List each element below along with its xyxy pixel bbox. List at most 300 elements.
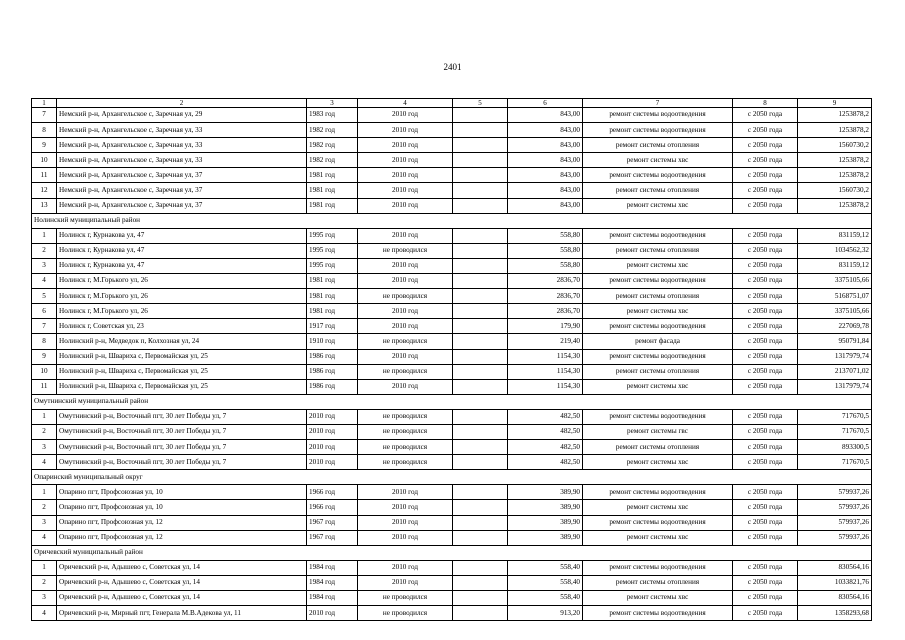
address-cell: Оричевский р-н, Адышево с, Советская ул, 14 <box>57 560 307 575</box>
last-repair-cell: не проводился <box>358 591 453 606</box>
row-index: 4 <box>32 274 57 289</box>
cost-cell: 579937,26 <box>798 500 872 515</box>
cost-cell: 717670,5 <box>798 409 872 424</box>
term-cell: с 2050 года <box>733 228 798 243</box>
row-index: 10 <box>32 153 57 168</box>
cost-cell: 1560730,2 <box>798 183 872 198</box>
address-cell: Нолинск г, М.Горького ул, 26 <box>57 304 307 319</box>
row-index: 2 <box>32 575 57 590</box>
area-cell: 558,80 <box>508 243 583 258</box>
address-cell: Нолинск г, Советская ул, 23 <box>57 319 307 334</box>
section-title: Оричевский муниципальный район <box>32 545 872 560</box>
row-index: 3 <box>32 258 57 273</box>
address-cell: Нолинск г, М.Горького ул, 26 <box>57 274 307 289</box>
empty-cell <box>453 349 508 364</box>
term-cell: с 2050 года <box>733 258 798 273</box>
year-built-cell: 1995 год <box>307 243 358 258</box>
table-row <box>32 500 872 515</box>
address-cell: Оричевский р-н, Мирный пгт, Генерала М.В.Адекова ул, 11 <box>57 606 307 621</box>
empty-cell <box>453 228 508 243</box>
area-cell: 558,40 <box>508 560 583 575</box>
work-type-cell: ремонт системы водоотведения <box>583 274 733 289</box>
last-repair-cell: не проводился <box>358 409 453 424</box>
last-repair-cell: не проводился <box>358 334 453 349</box>
last-repair-cell: 2010 год <box>358 153 453 168</box>
term-cell: с 2050 года <box>733 304 798 319</box>
empty-cell <box>453 183 508 198</box>
empty-cell <box>453 440 508 455</box>
repair-registry-table <box>31 98 872 621</box>
year-built-cell: 1982 год <box>307 138 358 153</box>
row-index: 2 <box>32 500 57 515</box>
term-cell: с 2050 года <box>733 153 798 168</box>
term-cell: с 2050 года <box>733 319 798 334</box>
cost-cell: 1253878,2 <box>798 153 872 168</box>
work-type-cell: ремонт системы водоотведения <box>583 319 733 334</box>
work-type-cell: ремонт фасада <box>583 334 733 349</box>
cost-cell: 1253878,2 <box>798 123 872 138</box>
cost-cell: 1253878,2 <box>798 108 872 123</box>
term-cell: с 2050 года <box>733 243 798 258</box>
term-cell: с 2050 года <box>733 289 798 304</box>
last-repair-cell: 2010 год <box>358 500 453 515</box>
row-index: 7 <box>32 319 57 334</box>
address-cell: Опарино пгт, Профсоюзная ул, 12 <box>57 515 307 530</box>
table-row <box>32 243 872 258</box>
area-cell: 219,40 <box>508 334 583 349</box>
empty-cell <box>453 485 508 500</box>
section-row <box>32 545 872 560</box>
row-index: 6 <box>32 304 57 319</box>
empty-cell <box>453 424 508 439</box>
empty-cell <box>453 455 508 470</box>
term-cell: с 2050 года <box>733 424 798 439</box>
cost-cell: 950791,84 <box>798 334 872 349</box>
area-cell: 1154,30 <box>508 364 583 379</box>
column-number-3: 3 <box>307 99 358 108</box>
address-cell: Нолинск г, Курнакова ул, 47 <box>57 228 307 243</box>
last-repair-cell: 2010 год <box>358 319 453 334</box>
last-repair-cell: 2010 год <box>358 168 453 183</box>
row-index: 11 <box>32 168 57 183</box>
empty-cell <box>453 575 508 590</box>
table-row <box>32 591 872 606</box>
term-cell: с 2050 года <box>733 198 798 213</box>
year-built-cell: 1983 год <box>307 108 358 123</box>
year-built-cell: 1984 год <box>307 575 358 590</box>
term-cell: с 2050 года <box>733 168 798 183</box>
table-row <box>32 575 872 590</box>
address-cell: Нолинский р-н, Медведок п, Колхозная ул, 24 <box>57 334 307 349</box>
empty-cell <box>453 530 508 545</box>
table-row <box>32 153 872 168</box>
term-cell: с 2050 года <box>733 575 798 590</box>
area-cell: 558,80 <box>508 228 583 243</box>
year-built-cell: 1986 год <box>307 349 358 364</box>
last-repair-cell: 2010 год <box>358 258 453 273</box>
address-cell: Немский р-н, Архангельское с, Заречная ул, 29 <box>57 108 307 123</box>
last-repair-cell: 2010 год <box>358 349 453 364</box>
empty-cell <box>453 334 508 349</box>
table-row <box>32 515 872 530</box>
area-cell: 843,00 <box>508 108 583 123</box>
last-repair-cell: не проводился <box>358 440 453 455</box>
column-number-1: 1 <box>32 99 57 108</box>
term-cell: с 2050 года <box>733 138 798 153</box>
cost-cell: 717670,5 <box>798 424 872 439</box>
last-repair-cell: 2010 год <box>358 515 453 530</box>
empty-cell <box>453 138 508 153</box>
row-index: 2 <box>32 424 57 439</box>
term-cell: с 2050 года <box>733 364 798 379</box>
year-built-cell: 1967 год <box>307 515 358 530</box>
area-cell: 558,80 <box>508 258 583 273</box>
table-row <box>32 530 872 545</box>
table-row <box>32 334 872 349</box>
cost-cell: 579937,26 <box>798 530 872 545</box>
last-repair-cell: 2010 год <box>358 485 453 500</box>
row-index: 2 <box>32 243 57 258</box>
work-type-cell: ремонт системы хвс <box>583 258 733 273</box>
year-built-cell: 1981 год <box>307 274 358 289</box>
area-cell: 843,00 <box>508 198 583 213</box>
last-repair-cell: 2010 год <box>358 379 453 394</box>
cost-cell: 227069,78 <box>798 319 872 334</box>
year-built-cell: 1967 год <box>307 530 358 545</box>
term-cell: с 2050 года <box>733 123 798 138</box>
empty-cell <box>453 289 508 304</box>
address-cell: Нолинск г, М.Горького ул, 26 <box>57 289 307 304</box>
year-built-cell: 1984 год <box>307 560 358 575</box>
table-row <box>32 108 872 123</box>
area-cell: 558,40 <box>508 575 583 590</box>
year-built-cell: 1995 год <box>307 258 358 273</box>
work-type-cell: ремонт системы водоотведения <box>583 485 733 500</box>
table-row <box>32 349 872 364</box>
area-cell: 2836,70 <box>508 274 583 289</box>
term-cell: с 2050 года <box>733 274 798 289</box>
address-cell: Немский р-н, Архангельское с, Заречная ул, 37 <box>57 168 307 183</box>
year-built-cell: 2010 год <box>307 424 358 439</box>
work-type-cell: ремонт системы хвс <box>583 198 733 213</box>
term-cell: с 2050 года <box>733 108 798 123</box>
area-cell: 389,90 <box>508 500 583 515</box>
cost-cell: 3375105,66 <box>798 304 872 319</box>
table-row <box>32 258 872 273</box>
work-type-cell: ремонт системы отопления <box>583 138 733 153</box>
table-row <box>32 409 872 424</box>
table-row <box>32 304 872 319</box>
table-row <box>32 364 872 379</box>
section-row <box>32 213 872 228</box>
table-row <box>32 123 872 138</box>
work-type-cell: ремонт системы водоотведения <box>583 560 733 575</box>
last-repair-cell: не проводился <box>358 364 453 379</box>
area-cell: 843,00 <box>508 138 583 153</box>
last-repair-cell: 2010 год <box>358 198 453 213</box>
area-cell: 843,00 <box>508 123 583 138</box>
year-built-cell: 1986 год <box>307 364 358 379</box>
empty-cell <box>453 500 508 515</box>
table-row <box>32 183 872 198</box>
year-built-cell: 1981 год <box>307 289 358 304</box>
row-index: 13 <box>32 198 57 213</box>
empty-cell <box>453 243 508 258</box>
last-repair-cell: не проводился <box>358 424 453 439</box>
year-built-cell: 1981 год <box>307 198 358 213</box>
row-index: 8 <box>32 334 57 349</box>
address-cell: Омутнинский р-н, Восточный пгт, 30 лет Победы ул, 7 <box>57 455 307 470</box>
table-row <box>32 424 872 439</box>
column-number-9: 9 <box>798 99 872 108</box>
year-built-cell: 2010 год <box>307 606 358 621</box>
empty-cell <box>453 123 508 138</box>
row-index: 10 <box>32 364 57 379</box>
area-cell: 558,40 <box>508 591 583 606</box>
table-row <box>32 274 872 289</box>
area-cell: 1154,30 <box>508 379 583 394</box>
area-cell: 2836,70 <box>508 289 583 304</box>
work-type-cell: ремонт системы водоотведения <box>583 515 733 530</box>
row-index: 7 <box>32 108 57 123</box>
term-cell: с 2050 года <box>733 591 798 606</box>
cost-cell: 830564,16 <box>798 560 872 575</box>
last-repair-cell: не проводился <box>358 606 453 621</box>
term-cell: с 2050 года <box>733 349 798 364</box>
cost-cell: 1358293,68 <box>798 606 872 621</box>
address-cell: Омутнинский р-н, Восточный пгт, 30 лет Победы ул, 7 <box>57 424 307 439</box>
work-type-cell: ремонт системы отопления <box>583 364 733 379</box>
last-repair-cell: 2010 год <box>358 183 453 198</box>
work-type-cell: ремонт системы водоотведения <box>583 168 733 183</box>
address-cell: Нолинский р-н, Швариха с, Первомайская ул, 25 <box>57 349 307 364</box>
address-cell: Оричевский р-н, Адышево с, Советская ул, 14 <box>57 591 307 606</box>
last-repair-cell: 2010 год <box>358 304 453 319</box>
column-number-8: 8 <box>733 99 798 108</box>
work-type-cell: ремонт системы отопления <box>583 289 733 304</box>
row-index: 9 <box>32 138 57 153</box>
section-row <box>32 470 872 485</box>
work-type-cell: ремонт системы хвс <box>583 455 733 470</box>
area-cell: 389,90 <box>508 485 583 500</box>
work-type-cell: ремонт системы хвс <box>583 379 733 394</box>
row-index: 12 <box>32 183 57 198</box>
column-number-row <box>32 99 872 108</box>
empty-cell <box>453 304 508 319</box>
cost-cell: 831159,12 <box>798 228 872 243</box>
row-index: 4 <box>32 530 57 545</box>
cost-cell: 1317979,74 <box>798 349 872 364</box>
column-number-4: 4 <box>358 99 453 108</box>
year-built-cell: 2010 год <box>307 440 358 455</box>
work-type-cell: ремонт системы отопления <box>583 575 733 590</box>
area-cell: 2836,70 <box>508 304 583 319</box>
empty-cell <box>453 560 508 575</box>
area-cell: 482,50 <box>508 424 583 439</box>
cost-cell: 830564,16 <box>798 591 872 606</box>
address-cell: Опарино пгт, Профсоюзная ул, 12 <box>57 530 307 545</box>
year-built-cell: 1966 год <box>307 485 358 500</box>
row-index: 4 <box>32 455 57 470</box>
empty-cell <box>453 379 508 394</box>
area-cell: 843,00 <box>508 183 583 198</box>
last-repair-cell: 2010 год <box>358 274 453 289</box>
address-cell: Омутнинский р-н, Восточный пгт, 30 лет Победы ул, 7 <box>57 440 307 455</box>
address-cell: Опарино пгт, Профсоюзная ул, 10 <box>57 485 307 500</box>
cost-cell: 1253878,2 <box>798 198 872 213</box>
row-index: 8 <box>32 123 57 138</box>
empty-cell <box>453 606 508 621</box>
empty-cell <box>453 168 508 183</box>
cost-cell: 579937,26 <box>798 515 872 530</box>
address-cell: Оричевский р-н, Адышево с, Советская ул, 14 <box>57 575 307 590</box>
area-cell: 482,50 <box>508 440 583 455</box>
last-repair-cell: 2010 год <box>358 228 453 243</box>
page-number: 2401 <box>443 62 462 72</box>
address-cell: Опарино пгт, Профсоюзная ул, 10 <box>57 500 307 515</box>
term-cell: с 2050 года <box>733 606 798 621</box>
row-index: 4 <box>32 606 57 621</box>
section-title: Опаринский муниципальный округ <box>32 470 872 485</box>
year-built-cell: 1981 год <box>307 304 358 319</box>
last-repair-cell: 2010 год <box>358 560 453 575</box>
empty-cell <box>453 258 508 273</box>
cost-cell: 831159,12 <box>798 258 872 273</box>
term-cell: с 2050 года <box>733 515 798 530</box>
work-type-cell: ремонт системы водоотведения <box>583 409 733 424</box>
year-built-cell: 1995 год <box>307 228 358 243</box>
area-cell: 482,50 <box>508 409 583 424</box>
last-repair-cell: не проводился <box>358 289 453 304</box>
empty-cell <box>453 409 508 424</box>
year-built-cell: 1984 год <box>307 591 358 606</box>
table-row <box>32 560 872 575</box>
year-built-cell: 1910 год <box>307 334 358 349</box>
year-built-cell: 2010 год <box>307 409 358 424</box>
last-repair-cell: не проводился <box>358 243 453 258</box>
row-index: 1 <box>32 485 57 500</box>
work-type-cell: ремонт системы отопления <box>583 440 733 455</box>
table-row <box>32 138 872 153</box>
row-index: 1 <box>32 228 57 243</box>
area-cell: 1154,30 <box>508 349 583 364</box>
area-cell: 913,20 <box>508 606 583 621</box>
area-cell: 179,90 <box>508 319 583 334</box>
empty-cell <box>453 108 508 123</box>
table-row <box>32 440 872 455</box>
term-cell: с 2050 года <box>733 560 798 575</box>
cost-cell: 893300,5 <box>798 440 872 455</box>
term-cell: с 2050 года <box>733 334 798 349</box>
empty-cell <box>453 153 508 168</box>
row-index: 3 <box>32 515 57 530</box>
address-cell: Немский р-н, Архангельское с, Заречная ул, 33 <box>57 153 307 168</box>
last-repair-cell: 2010 год <box>358 138 453 153</box>
address-cell: Немский р-н, Архангельское с, Заречная ул, 37 <box>57 198 307 213</box>
term-cell: с 2050 года <box>733 379 798 394</box>
work-type-cell: ремонт системы водоотведения <box>583 349 733 364</box>
table-row <box>32 485 872 500</box>
row-index: 11 <box>32 379 57 394</box>
column-number-2: 2 <box>57 99 307 108</box>
address-cell: Нолинск г, Курнакова ул, 47 <box>57 258 307 273</box>
row-index: 3 <box>32 591 57 606</box>
work-type-cell: ремонт системы хвс <box>583 304 733 319</box>
work-type-cell: ремонт системы хвс <box>583 591 733 606</box>
table-row <box>32 289 872 304</box>
empty-cell <box>453 274 508 289</box>
section-title: Нолинский муниципальный район <box>32 213 872 228</box>
section-row <box>32 394 872 409</box>
last-repair-cell: 2010 год <box>358 575 453 590</box>
column-number-7: 7 <box>583 99 733 108</box>
term-cell: с 2050 года <box>733 455 798 470</box>
cost-cell: 3375105,66 <box>798 274 872 289</box>
empty-cell <box>453 364 508 379</box>
empty-cell <box>453 319 508 334</box>
area-cell: 843,00 <box>508 153 583 168</box>
address-cell: Нолинский р-н, Швариха с, Первомайская ул, 25 <box>57 379 307 394</box>
year-built-cell: 1917 год <box>307 319 358 334</box>
column-number-6: 6 <box>508 99 583 108</box>
term-cell: с 2050 года <box>733 500 798 515</box>
row-index: 5 <box>32 289 57 304</box>
address-cell: Нолинск г, Курнакова ул, 47 <box>57 243 307 258</box>
work-type-cell: ремонт системы отопления <box>583 243 733 258</box>
address-cell: Омутнинский р-н, Восточный пгт, 30 лет Победы ул, 7 <box>57 409 307 424</box>
work-type-cell: ремонт системы водоотведения <box>583 108 733 123</box>
table-row <box>32 198 872 213</box>
work-type-cell: ремонт системы отопления <box>583 183 733 198</box>
table-row <box>32 228 872 243</box>
row-index: 3 <box>32 440 57 455</box>
column-number-5: 5 <box>453 99 508 108</box>
last-repair-cell: 2010 год <box>358 123 453 138</box>
last-repair-cell: 2010 год <box>358 530 453 545</box>
term-cell: с 2050 года <box>733 530 798 545</box>
cost-cell: 1560730,2 <box>798 138 872 153</box>
row-index: 1 <box>32 560 57 575</box>
work-type-cell: ремонт системы хвс <box>583 500 733 515</box>
address-cell: Немский р-н, Архангельское с, Заречная ул, 33 <box>57 138 307 153</box>
work-type-cell: ремонт системы водоотведения <box>583 123 733 138</box>
term-cell: с 2050 года <box>733 485 798 500</box>
empty-cell <box>453 591 508 606</box>
last-repair-cell: 2010 год <box>358 108 453 123</box>
work-type-cell: ремонт системы водоотведения <box>583 606 733 621</box>
area-cell: 389,90 <box>508 530 583 545</box>
row-index: 1 <box>32 409 57 424</box>
year-built-cell: 1981 год <box>307 168 358 183</box>
cost-cell: 5168751,07 <box>798 289 872 304</box>
row-index: 9 <box>32 349 57 364</box>
year-built-cell: 1982 год <box>307 153 358 168</box>
year-built-cell: 2010 год <box>307 455 358 470</box>
table-row <box>32 379 872 394</box>
work-type-cell: ремонт системы хвс <box>583 153 733 168</box>
term-cell: с 2050 года <box>733 440 798 455</box>
year-built-cell: 1981 год <box>307 183 358 198</box>
term-cell: с 2050 года <box>733 409 798 424</box>
work-type-cell: ремонт системы хвс <box>583 530 733 545</box>
cost-cell: 1317979,74 <box>798 379 872 394</box>
table-row <box>32 606 872 621</box>
year-built-cell: 1966 год <box>307 500 358 515</box>
table-body <box>32 99 872 621</box>
year-built-cell: 1982 год <box>307 123 358 138</box>
cost-cell: 717670,5 <box>798 455 872 470</box>
area-cell: 843,00 <box>508 168 583 183</box>
